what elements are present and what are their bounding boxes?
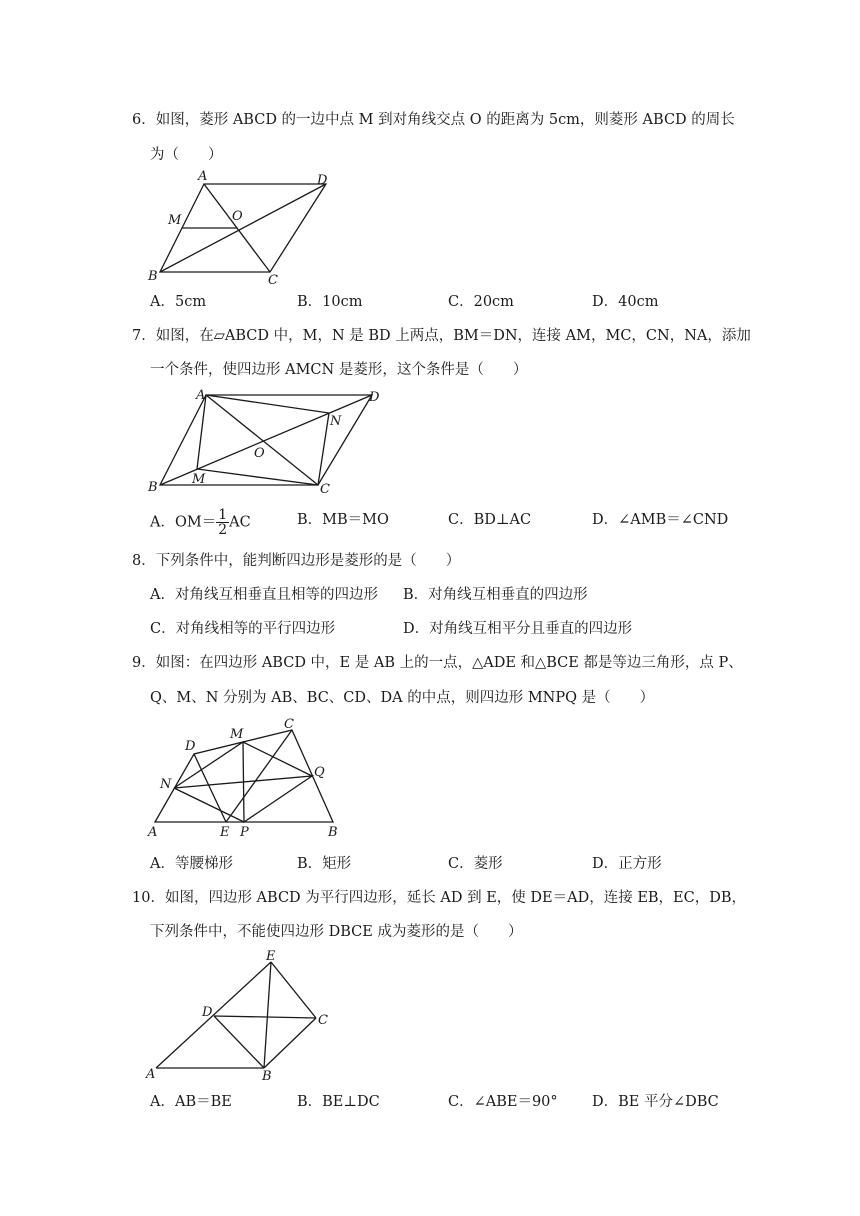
q7-stem-line2: 一个条件，使四边形 AMCN 是菱形，这个条件是（ ） (150, 362, 528, 378)
q7-label-o: O (254, 446, 265, 461)
q9-stem-line1: 9．如图：在四边形 ABCD 中，E 是 AB 上的一点，△ADE 和△BCE 都是等边三角形，点 P、 (132, 655, 743, 671)
q9-label-d: D (185, 739, 196, 754)
q7-option-c[interactable]: C．BD⊥AC (448, 512, 532, 528)
q6-label-m: M (168, 213, 182, 228)
q10-label-c: C (318, 1013, 328, 1028)
q7-label-c: C (320, 482, 330, 497)
q10-figure (140, 948, 350, 1087)
q7-label-a: A (196, 388, 206, 403)
q10-option-b[interactable]: B．BE⊥DC (297, 1094, 380, 1110)
q6-label-b: B (148, 269, 158, 284)
q10-option-c[interactable]: C．∠ABE＝90° (448, 1094, 558, 1110)
q7-option-a[interactable] (150, 508, 251, 537)
q9-option-b[interactable]: B．矩形 (297, 856, 352, 872)
fraction-numerator: 1 (218, 507, 228, 523)
q6-label-a: A (198, 169, 208, 184)
q9-option-d[interactable]: D．正方形 (592, 856, 662, 872)
q10-option-a[interactable]: A．AB＝BE (150, 1094, 232, 1110)
quadrilateral-diagram (140, 712, 360, 842)
q8-option-c[interactable]: C．对角线相等的平行四边形 (150, 621, 336, 637)
q9-label-n: N (160, 777, 172, 792)
q8-option-a[interactable]: A．对角线互相垂直且相等的四边形 (150, 587, 378, 603)
parallelogram-extended-diagram (140, 948, 350, 1083)
q9-label-q: Q (314, 765, 325, 780)
q7-option-b[interactable]: B．MB＝MO (297, 512, 389, 528)
q7-option-a-suffix: AC (229, 514, 251, 531)
q9-option-a[interactable]: A．等腰梯形 (150, 856, 233, 872)
q8-stem-line1: 8．下列条件中，能判断四边形是菱形的是（ ） (132, 553, 461, 569)
q9-label-a: A (148, 825, 158, 840)
q9-label-c: C (284, 717, 294, 732)
q6-stem-line1: 6．如图，菱形 ABCD 的一边中点 M 到对角线交点 O 的距离为 5cm，则菱形 ABCD 的周长 (132, 112, 735, 128)
q8-option-b[interactable]: B．对角线互相垂直的四边形 (403, 587, 588, 603)
q9-label-e: E (220, 825, 230, 840)
q9-label-p: P (240, 825, 249, 840)
q9-figure (140, 712, 360, 846)
q10-option-d[interactable]: D．BE 平分∠DBC (592, 1094, 719, 1110)
q6-option-b[interactable]: B．10cm (297, 294, 363, 310)
q7-stem-line1: 7．如图，在▱ABCD 中，M，N 是 BD 上两点，BM＝DN，连接 AM，MC，CN，NA，添加 (132, 328, 751, 344)
q7-figure (140, 385, 390, 504)
q7-label-n: N (330, 414, 342, 429)
q6-label-o: O (232, 209, 243, 224)
q6-option-a[interactable]: A．5cm (150, 294, 207, 310)
parallelogram-diagram (140, 385, 390, 500)
q7-label-d: D (369, 390, 380, 405)
q9-label-m: M (230, 727, 244, 742)
q7-option-a-prefix: A．OM＝ (150, 514, 217, 531)
fraction-one-half (216, 508, 229, 537)
q10-stem-line1: 10．如图，四边形 ABCD 为平行四边形，延长 AD 到 E，使 DE＝AD，连接 EB，EC，DB， (132, 890, 747, 906)
q8-option-d[interactable]: D．对角线互相平分且垂直的四边形 (403, 621, 633, 637)
q7-label-m: M (192, 472, 206, 487)
fraction-denominator: 2 (218, 522, 228, 538)
q6-label-c: C (268, 273, 278, 288)
q6-figure (140, 168, 340, 292)
q7-label-b: B (148, 480, 158, 495)
q10-label-d: D (202, 1005, 213, 1020)
rhombus-diagram (140, 168, 340, 288)
q6-option-c[interactable]: C．20cm (448, 294, 514, 310)
q6-label-d: D (317, 173, 328, 188)
q9-stem-line2: Q、M、N 分别为 AB、BC、CD、DA 的中点，则四边形 MNPQ 是（ ） (150, 690, 655, 706)
q7-option-d[interactable]: D．∠AMB＝∠CND (592, 512, 729, 528)
q9-label-b: B (328, 825, 338, 840)
q10-stem-line2: 下列条件中，不能使四边形 DBCE 成为菱形的是（ ） (150, 924, 523, 940)
q6-stem-line2: 为（ ） (150, 147, 223, 163)
q10-label-b: B (262, 1069, 272, 1084)
q10-label-a: A (146, 1067, 156, 1082)
q9-option-c[interactable]: C．菱形 (448, 856, 503, 872)
q6-option-d[interactable]: D．40cm (592, 294, 659, 310)
q10-label-e: E (266, 949, 276, 964)
